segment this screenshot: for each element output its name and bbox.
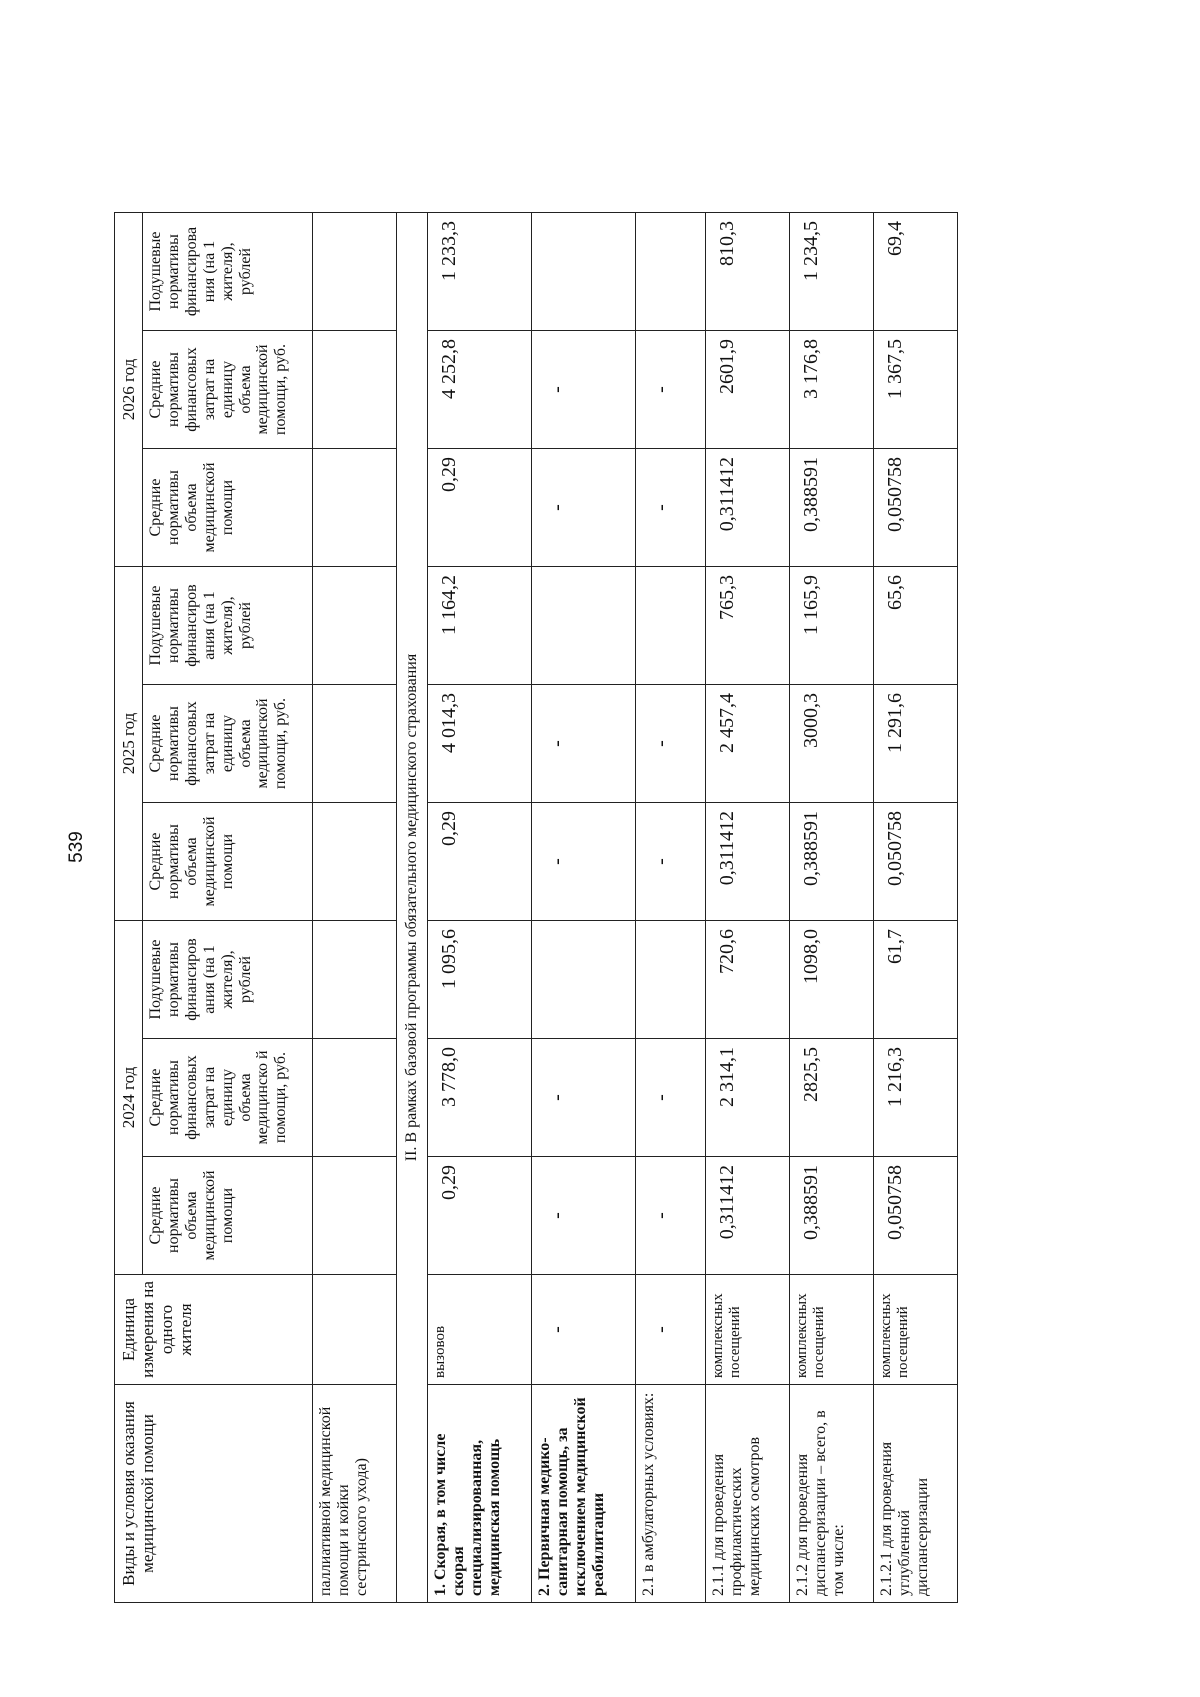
row-value: 4 014,3 [427, 685, 531, 803]
row-value: - [635, 803, 705, 921]
row-unit: комплексных посещений [873, 1275, 957, 1385]
normatives-table [114, 212, 958, 1603]
row-value [531, 213, 635, 331]
header-cost-2024: Средние нормативы финансовых затрат на единицу объема медицинско й помощи, руб. [143, 1039, 313, 1157]
row-value: - [531, 685, 635, 803]
header-percap-2025: Подушевые нормативы финансиров ания (на 1 жителя), рублей [143, 567, 313, 685]
row-value: 0,388591 [789, 803, 873, 921]
row-value [531, 921, 635, 1039]
header-percap-2024: Подушевые нормативы финансиров ания (на 1 жителя), рублей [143, 921, 313, 1039]
row-unit: - [635, 1275, 705, 1385]
row-value: 4 252,8 [427, 331, 531, 449]
header-year-2026: 2026 год [115, 213, 143, 567]
header-volume-2024: Средние нормативы объема медицинской помощи [143, 1157, 313, 1275]
row-value: 1 367,5 [873, 331, 957, 449]
row-value: 0,311412 [705, 449, 789, 567]
row-name: 2.1 в амбулаторных условиях: [635, 1385, 705, 1603]
row-name: 2.1.2.1 для проведения углубленной диспансеризации [873, 1385, 957, 1603]
row-value: 2825,5 [789, 1039, 873, 1157]
row-value: 1 234,5 [789, 213, 873, 331]
row-value: - [531, 803, 635, 921]
table-row [531, 213, 635, 1603]
table-row [427, 213, 531, 1603]
row-name: 1. Скорая, в том числе скорая специализированная, медицинская помощь [427, 1385, 531, 1603]
row-value: 0,311412 [705, 1157, 789, 1275]
row-value [531, 567, 635, 685]
row-value: 1 095,6 [427, 921, 531, 1039]
row-value: - [635, 449, 705, 567]
row-value: 0,050758 [873, 1157, 957, 1275]
table-row [705, 213, 789, 1603]
table-row [635, 213, 705, 1603]
row-value: 2 314,1 [705, 1039, 789, 1157]
header-percap-2026: Подушевые нормативы финансирова ния (на 1 жителя), рублей [143, 213, 313, 331]
header-volume-2025: Средние нормативы объема медицинской помощи [143, 803, 313, 921]
row-unit: - [531, 1275, 635, 1385]
row-value: 1 216,3 [873, 1039, 957, 1157]
row-value: 0,050758 [873, 803, 957, 921]
row-value [635, 567, 705, 685]
row-unit: комплексных посещений [789, 1275, 873, 1385]
row-value: 0,050758 [873, 449, 957, 567]
row-value: - [635, 1157, 705, 1275]
row-value: - [635, 685, 705, 803]
row-value: - [531, 1039, 635, 1157]
table-row [789, 213, 873, 1603]
row-value: - [531, 449, 635, 567]
row-value: 765,3 [705, 567, 789, 685]
row-value: 65,6 [873, 567, 957, 685]
row-name: 2. Первичная медико-санитарная помощь, за исключением медицинской реабилитации [531, 1385, 635, 1603]
row-value: 69,4 [873, 213, 957, 331]
row-value: 3 176,8 [789, 331, 873, 449]
row-value: 0,311412 [705, 803, 789, 921]
row-value: 3000,3 [789, 685, 873, 803]
row-value: 0,29 [427, 803, 531, 921]
row-value: - [531, 331, 635, 449]
table-row [873, 213, 957, 1603]
row-value: 2 457,4 [705, 685, 789, 803]
row-value: 810,3 [705, 213, 789, 331]
header-year-2025: 2025 год [115, 567, 143, 921]
row-unit: вызовов [427, 1275, 531, 1385]
header-cost-2026: Средние нормативы финансовых затрат на единицу объема медицинской помощи, руб. [143, 331, 313, 449]
row-value: 0,29 [427, 449, 531, 567]
header-volume-2026: Средние нормативы объема медицинской помощи [143, 449, 313, 567]
row-value: 1 233,3 [427, 213, 531, 331]
row-value: 1 164,2 [427, 567, 531, 685]
row-value: 2601,9 [705, 331, 789, 449]
row-name: 2.1.2 для проведения диспансеризации – всего, в том числе: [789, 1385, 873, 1603]
row-value: 0,388591 [789, 449, 873, 567]
row-value: 1 291,6 [873, 685, 957, 803]
row-value: 3 778,0 [427, 1039, 531, 1157]
row-value [635, 213, 705, 331]
row-value: 720,6 [705, 921, 789, 1039]
section-title: II. В рамках базовой программы обязательного медицинского страхования [397, 213, 428, 1603]
row-unit: комплексных посещений [705, 1275, 789, 1385]
header-unit: Единица измерения на одного жителя [115, 1275, 313, 1385]
row-value: 1 165,9 [789, 567, 873, 685]
row-value: 1098,0 [789, 921, 873, 1039]
header-cost-2025: Средние нормативы финансовых затрат на единицу объема медицинской помощи, руб. [143, 685, 313, 803]
continuation-text: паллиативной медицинской помощи и койки сестринского ухода) [313, 1385, 397, 1603]
page-number: 539 [66, 831, 87, 863]
header-type: Виды и условия оказания медицинской помощи [115, 1385, 313, 1603]
row-value [635, 921, 705, 1039]
row-value: 0,29 [427, 1157, 531, 1275]
row-value: - [635, 331, 705, 449]
header-year-2024: 2024 год [115, 921, 143, 1275]
row-name: 2.1.1 для проведения профилактических медицинских осмотров [705, 1385, 789, 1603]
row-value: - [635, 1039, 705, 1157]
row-value: 61,7 [873, 921, 957, 1039]
row-value: - [531, 1157, 635, 1275]
row-value: 0,388591 [789, 1157, 873, 1275]
